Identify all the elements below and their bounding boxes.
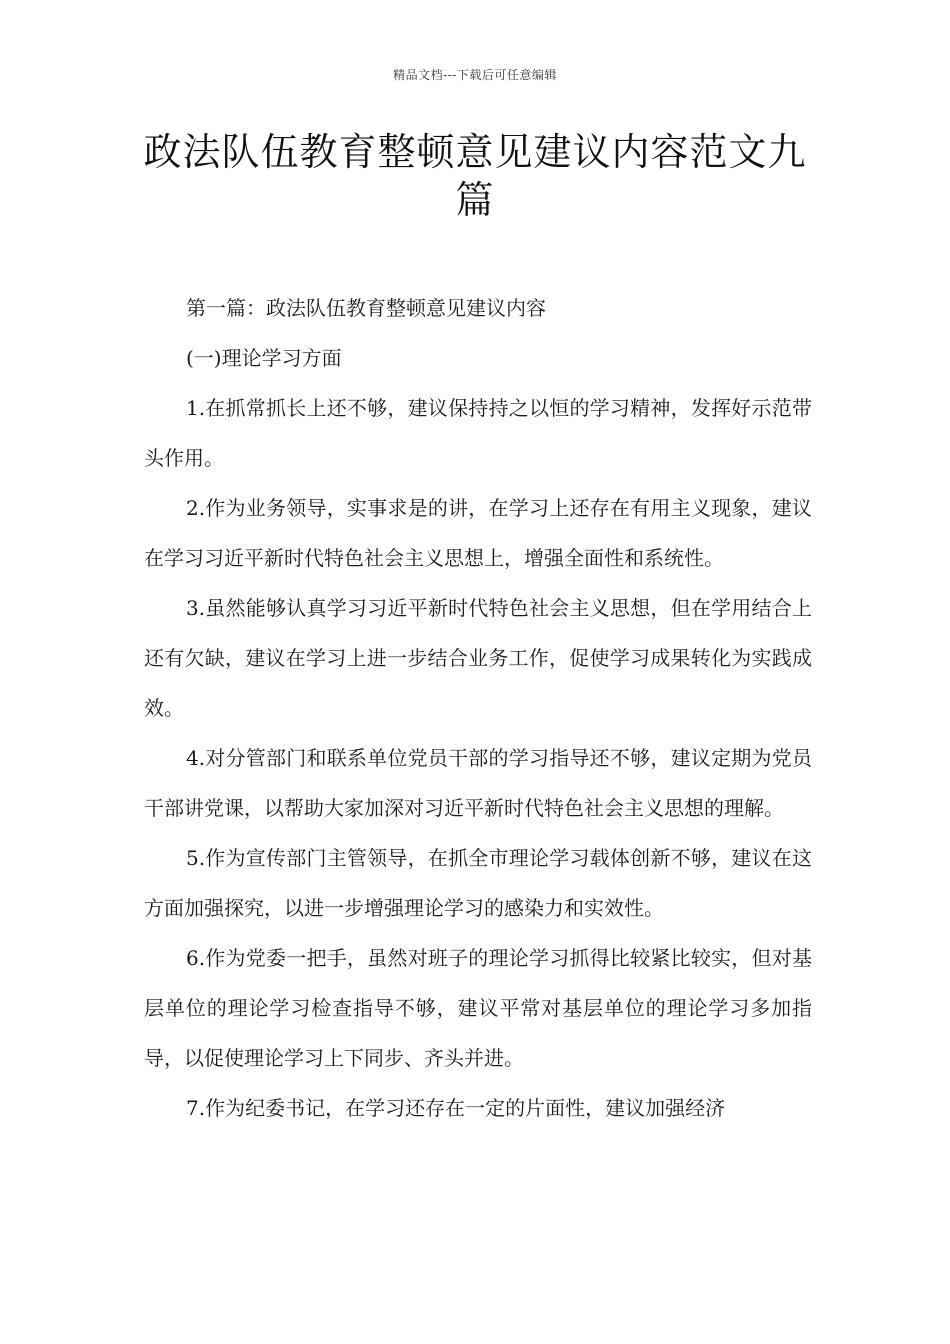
body-paragraph: 4.对分管部门和联系单位党员干部的学习指导还不够，建议定期为党员干部讲党课，以帮助大家加深对习近平新时代特色社会主义思想的理解。 — [144, 746, 812, 820]
body-paragraph: 1.在抓常抓长上还不够，建议保持持之以恒的学习精神，发挥好示范带头作用。 — [144, 396, 812, 470]
document-title: 政法队伍教育整顿意见建议内容范文九篇 — [143, 130, 807, 222]
subsection-heading: (一)理论学习方面 — [186, 346, 342, 370]
body-paragraph: 7.作为纪委书记，在学习还存在一定的片面性，建议加强经济 — [186, 1096, 726, 1120]
body-paragraph: 3.虽然能够认真学习习近平新时代特色社会主义思想，但在学用结合上还有欠缺，建议在学习上进一步结合业务工作，促使学习成果转化为实践成效。 — [144, 596, 812, 720]
body-paragraph: 2.作为业务领导，实事求是的讲，在学习上还存在有用主义现象，建议在学习习近平新时代特色社会主义思想上，增强全面性和系统性。 — [144, 496, 812, 570]
page-header-note: 精品文档---下载后可任意编辑 — [393, 68, 557, 82]
document-body — [144, 283, 812, 1133]
body-paragraph: 5.作为宣传部门主管领导，在抓全市理论学习载体创新不够，建议在这方面加强探究，以进一步增强理论学习的感染力和实效性。 — [144, 846, 812, 920]
body-paragraph: 6.作为党委一把手，虽然对班子的理论学习抓得比较紧比较实，但对基层单位的理论学习检查指导不够，建议平常对基层单位的理论学习多加指导，以促使理论学习上下同步、齐头并进。 — [144, 946, 812, 1070]
section-heading: 第一篇：政法队伍教育整顿意见建议内容 — [186, 296, 546, 320]
